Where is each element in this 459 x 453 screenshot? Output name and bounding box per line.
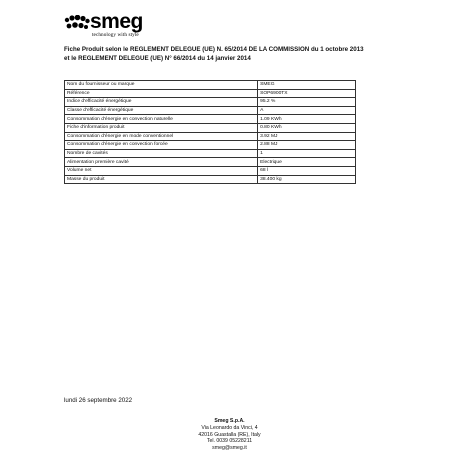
table-row bbox=[65, 106, 356, 115]
spec-label: Indice d'efficacité énergétique bbox=[65, 98, 258, 107]
spec-label: Alimentation première cavité bbox=[65, 158, 258, 167]
table-row bbox=[65, 149, 356, 158]
spec-value: 2.88 MJ bbox=[258, 141, 356, 150]
spec-value: SOP6900TX bbox=[258, 89, 356, 98]
smeg-wordmark: smeg bbox=[90, 10, 143, 33]
spec-label: Consommation d'énergie en convection naturelle bbox=[65, 115, 258, 124]
table-row bbox=[65, 89, 356, 98]
table-row bbox=[65, 115, 356, 124]
smeg-logo-dots-icon bbox=[64, 15, 90, 31]
footer-company: Smeg S.p.A. bbox=[214, 418, 245, 424]
spec-value: 38.400 kg bbox=[258, 175, 356, 184]
spec-label: Masse du produit bbox=[65, 175, 258, 184]
spec-value: 1 bbox=[258, 149, 356, 158]
footer-email[interactable]: smeg@smeg.it bbox=[212, 445, 247, 452]
table-row bbox=[65, 98, 356, 107]
spec-value: 68 l bbox=[258, 166, 356, 175]
spec-label: Référence bbox=[65, 89, 258, 98]
product-spec-table bbox=[64, 80, 356, 184]
spec-label: Nom du fournisseur ou marque bbox=[65, 81, 258, 90]
heading-line-2: et le REGLEMENT DELEGUE (UE) N° 66/2014 du 14 janvier 2014 bbox=[64, 55, 251, 62]
footer-city: 42016 Guastalla (RE), Italy bbox=[198, 431, 261, 438]
table-row bbox=[65, 158, 356, 167]
table-row bbox=[65, 123, 356, 132]
spec-value: Electrique bbox=[258, 158, 356, 167]
spec-label: Classe d'efficacité énergétique bbox=[65, 106, 258, 115]
document-date: lundi 26 septembre 2022 bbox=[64, 397, 133, 404]
table-row bbox=[65, 132, 356, 141]
table-row bbox=[65, 81, 356, 90]
spec-label: Volume net bbox=[65, 166, 258, 175]
footer-address: Via Leonardo da Vinci, 4 bbox=[201, 424, 258, 431]
spec-value: 1.09 KWh bbox=[258, 115, 356, 124]
spec-value: SMEG bbox=[258, 81, 356, 90]
table-row bbox=[65, 166, 356, 175]
company-footer bbox=[0, 418, 459, 452]
regulation-heading bbox=[64, 45, 394, 63]
table-row bbox=[65, 175, 356, 184]
table-row bbox=[65, 141, 356, 150]
spec-value: 0.80 KWh bbox=[258, 123, 356, 132]
heading-line-1: Fiche Produit selon le REGLEMENT DELEGUE (UE) N. 65/2014 DE LA COMMISSION du 1 octobre 2013 bbox=[64, 46, 364, 53]
spec-label: Consommation d'énergie en convection forcée bbox=[65, 141, 258, 150]
smeg-logo bbox=[64, 12, 154, 38]
spec-table-body bbox=[65, 81, 356, 184]
spec-label: Consommation d'énergie en mode conventionnel bbox=[65, 132, 258, 141]
spec-value: 95.2 % bbox=[258, 98, 356, 107]
spec-value: A bbox=[258, 106, 356, 115]
spec-label: Nombre de cavités bbox=[65, 149, 258, 158]
smeg-tagline: technology with style bbox=[92, 32, 139, 38]
footer-phone: Tel. 0039 05228211 bbox=[206, 438, 253, 445]
spec-label: Fiche d'information produit bbox=[65, 123, 258, 132]
spec-value: 3.92 MJ bbox=[258, 132, 356, 141]
